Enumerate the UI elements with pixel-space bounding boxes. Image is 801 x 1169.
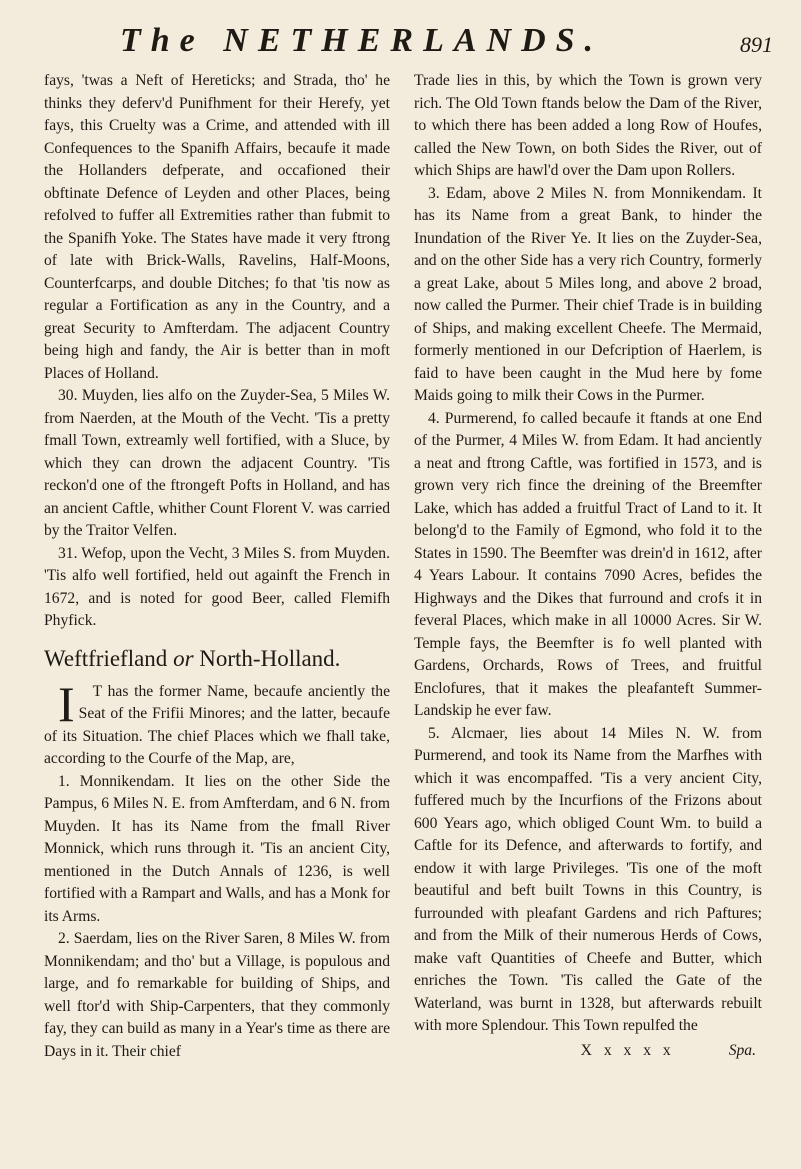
- item-purmerend: 4. Purmerend, fo called becaufe it ftands at one End of the Purmer, 4 Miles W. from Edam. It had anciently a neat and ftrong Caftle, was fortified in 1573, and is grown very rich fince the dreining of the Breemfter Lake, which has added a fruitful Tract of Land to it. It belong'd to the Family of Egmond, who fold it to the States in 1590. The Beemfter was drein'd in 1612, after 4 Years Labour. It contains 7090 Acres, befides the Highways and the Dikes that furround and crofs it in feveral Places, which make in all 10000 Acres. Sir W. Temple fays, the Beemfter is fo well planted with Gardens, Orchards, Rows of Trees, and fruitful Enclofures, that it makes the pleafanteft Summer-Landskip he ever faw.: [414, 409, 762, 719]
- heading-westfriesland: Weftfriefland: [44, 645, 168, 671]
- item-saerdam: 2. Saerdam, lies on the River Saren, 8 Miles W. from Monnikendam; and tho' but a Village, is populous and large, and fo remarkable for building of Ships, and well ftor'd with Ship-Carpenters, that they commonly fay, they can build as many in a Year's time as there are Days in it. Their chief: [44, 930, 390, 1060]
- right-column: [414, 70, 762, 1062]
- page-number: 891: [740, 32, 773, 57]
- paragraph-continuation: fays, 'twas a Neft of Hereticks; and Strada, tho' he thinks they deferv'd Punifhment for their Herefy, yet fays, this Cruelty was a Crime, and attended with ill Confequences to the Spanifh Affairs, becaufe it made the Hollanders defperate, and occafioned their obftinate Defence of Leyden and other Places, being refolved to fuffer all Extremities rather than fubmit to the Spanifh Yoke. The States have made it very ftrong of late with Brick-Walls, Ravelins, Half-Moons, Counterfcarps, and double Ditches; fo that 'tis now as regular a Fortification as any in the Country, and a great Security to Amfterdam. The adjacent Country being high and fandy, the Air is better than in moft Places of Holland.: [44, 72, 390, 382]
- item-monnikendam: 1. Monnikendam. It lies on the other Side the Pampus, 6 Miles N. E. from Amfterdam, and 6 N. from Muyden. It has its Name from the fmall River Monnick, which runs through it. 'Tis an ancient City, mentioned in the Dutch Annals of 1236, is well fortified with a Rampart and Walls, and has a Monk for its Arms.: [44, 772, 390, 925]
- heading-north-holland: North-Holland.: [199, 645, 341, 671]
- paragraph-muyden: 30. Muyden, lies alfo on the Zuyder-Sea, 5 Miles W. from Naerden, at the Mouth of the Vecht. 'Tis a pretty fmall Town, extreamly well fortified, with a Sluce, by which they can drown the adjacent Country. 'Tis reckon'd one of the ftrongeft Pofts in Holland, and has an ancient Caftle, whither Count Florent V. was carried by the Traitor Velfen.: [44, 387, 390, 539]
- page-footer: [414, 1040, 762, 1063]
- page-header: [0, 18, 801, 68]
- catchword: Spa.: [728, 1041, 756, 1059]
- item-edam: 3. Edam, above 2 Miles N. from Monnikendam. It has its Name from a great Bank, to hinder the Inundation of the River Ye. It lies on the Zuyder-Sea, and on the other Side has a very rich Country, formerly a great Lake, about 5 Miles long, and above 2 broad, now called the Purmer. Their chief Trade is in building of Ships, and making excellent Cheefe. The Mermaid, formerly mentioned in our Defcription of Haerlem, is faid to have been caught in the Mud here by fome Maids going to milk their Cows in the Purmer.: [414, 184, 762, 404]
- paragraph-saerdam-continued: Trade lies in this, by which the Town is grown very rich. The Old Town ftands below the Dam of the River, to which there has been added a long Row of Houfes, called the New Town, on both Sides the River, out of which Ships are hawl'd over the Dam upon Rollers.: [414, 72, 762, 179]
- intro-paragraph: [44, 675, 390, 771]
- item-alcmaer: 5. Alcmaer, lies about 14 Miles N. W. from Purmerend, and took its Name from the Marfhes with which it was encompaffed. 'Tis a very ancient City, fuffered much by the Incurfions of the Frizons about 600 Years ago, which obliged Count Wm. to build a Caftle for its Defence, and afterwards to fortify, and endow it with large Privileges. 'Tis one of the moft beautiful and beft built Towns in this Country, is furrounded with pleafant Gardens and rich Paftures; and from the Milk of their numerous Herds of Cows, make vaft Quantities of Cheefe and Butter, which enriches the Town. 'Tis called the Gate of the Waterland, was burnt in 1328, but afterwards rebuilt with more Splendour. This Town repulfed the: [414, 724, 762, 1034]
- section-heading: [44, 645, 390, 673]
- intro-text: T has the former Name, becaufe anciently the Seat of the Frifii Minores; and the latter, becaufe of its Situation. The chief Places which we fhall take, according to the Courfe of the Map, are,: [44, 682, 390, 767]
- paragraph-wesop: 31. Wefop, upon the Vecht, 3 Miles S. from Muyden. 'Tis alfo well fortified, held out againft the French in 1672, and is noted for good Beer, called Flemifh Phyfick.: [44, 544, 390, 629]
- heading-connector: or: [173, 645, 194, 671]
- drop-cap: I: [58, 675, 75, 732]
- running-title: The NETHERLANDS.: [120, 22, 604, 59]
- signature-mark: X x x x x: [580, 1041, 675, 1059]
- left-column: [44, 70, 390, 1063]
